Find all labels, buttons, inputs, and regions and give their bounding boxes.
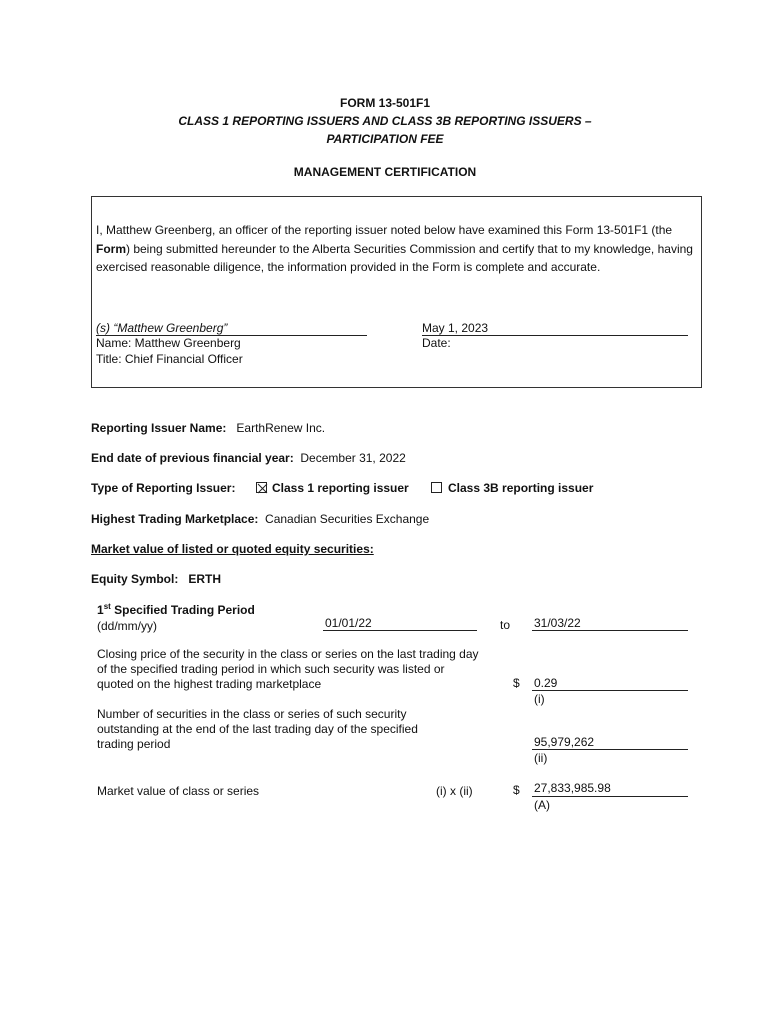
period-ordinal: 1	[97, 603, 104, 617]
period-title-text: Specified Trading Period	[110, 603, 255, 617]
equity-symbol-label: Equity Symbol:	[91, 572, 179, 586]
securities-line	[532, 749, 688, 750]
form-subtitle-line1: CLASS 1 REPORTING ISSUERS AND CLASS 3B REPORTING ISSUERS –	[178, 114, 592, 128]
securities-desc: Number of securities in the class or series of such security outstanding at the end of the last trading day of the specified trading period	[97, 707, 418, 751]
signer-name: Name: Matthew Greenberg	[96, 336, 241, 350]
date-line	[422, 335, 688, 336]
period-end-line	[532, 630, 688, 631]
certification-bold-term: Form	[96, 241, 126, 256]
market-value-heading: Market value of listed or quoted equity securities:	[91, 542, 374, 556]
signer-title: Title: Chief Financial Officer	[96, 352, 243, 366]
issuer-type-label: Type of Reporting Issuer:	[91, 481, 236, 495]
form-number: FORM 13-501F1	[339, 96, 431, 110]
section-title: MANAGEMENT CERTIFICATION	[293, 165, 477, 179]
fy-end-value: December 31, 2022	[300, 451, 406, 465]
class3b-label: Class 3B reporting issuer	[448, 481, 594, 495]
issuer-name-value: EarthRenew Inc.	[236, 421, 326, 435]
market-value-ref: (A)	[534, 798, 550, 812]
fy-end-label: End date of previous financial year:	[91, 451, 294, 465]
market-value-label: Market value of class or series	[97, 784, 260, 798]
closing-price-desc: Closing price of the security in the class or series on the last trading day of the specified trading period in which such security was listed or quoted on the highest trading marketplace	[97, 647, 479, 691]
closing-price-line	[532, 690, 688, 691]
period-end: 31/03/22	[534, 616, 581, 630]
issuer-name-row	[91, 421, 325, 435]
period-format: (dd/mm/yy)	[97, 619, 157, 633]
market-value-currency: $	[513, 783, 520, 797]
securities-ref: (ii)	[534, 751, 548, 765]
closing-price-currency: $	[513, 676, 520, 690]
closing-price-value: 0.29	[534, 676, 558, 690]
market-value-formula: (i) x (ii)	[436, 784, 473, 798]
equity-symbol-value: ERTH	[188, 572, 222, 586]
securities-value: 95,979,262	[534, 735, 595, 749]
trading-period-title	[97, 602, 255, 617]
date-label: Date:	[422, 336, 451, 350]
market-value-line	[532, 796, 688, 797]
marketplace-value: Canadian Securities Exchange	[265, 512, 430, 526]
period-start: 01/01/22	[325, 616, 372, 630]
class3b-checkbox[interactable]	[431, 482, 442, 493]
closing-price-ref: (i)	[534, 692, 545, 706]
checkbox-x-icon	[257, 483, 268, 494]
equity-symbol-row	[91, 572, 221, 586]
issuer-name-label: Reporting Issuer Name:	[91, 421, 227, 435]
certification-date: May 1, 2023	[422, 321, 489, 335]
certification-text-part1: I, Matthew Greenberg, an officer of the reporting issuer noted below have examined this Form 13-501F1 (the	[96, 223, 673, 237]
period-ordinal-sup: st	[103, 602, 111, 611]
form-subtitle-line2: PARTICIPATION FEE	[326, 132, 444, 146]
class1-label: Class 1 reporting issuer	[272, 481, 409, 495]
period-start-line	[323, 630, 477, 631]
marketplace-row	[91, 512, 429, 526]
fy-end-row	[91, 451, 406, 465]
market-value-value: 27,833,985.98	[534, 781, 611, 795]
signature: (s) “Matthew Greenberg”	[96, 321, 228, 335]
period-to: to	[500, 618, 511, 632]
certification-text	[96, 221, 696, 277]
marketplace-label: Highest Trading Marketplace:	[91, 512, 259, 526]
certification-text-part2: ) being submitted hereunder to the Alberta Securities Commission and certify that to my knowledge, having exercised reasonable diligence, the information provided in the Form is complete and accurate.	[96, 241, 693, 274]
class1-checkbox[interactable]	[256, 482, 267, 493]
